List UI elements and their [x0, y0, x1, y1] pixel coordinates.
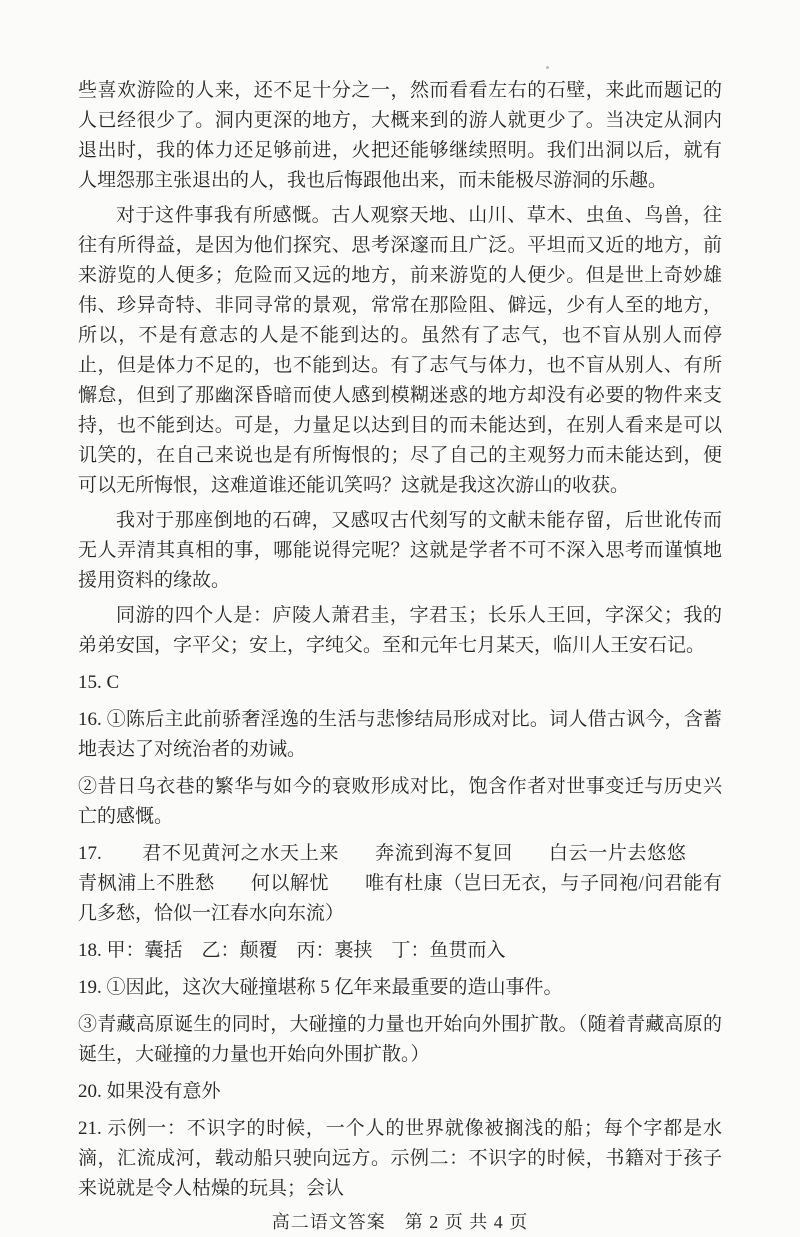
paragraph-translation-1: 些喜欢游险的人来，还不足十分之一，然而看看左右的石壁，来此而题记的人已经很少了。洞内更深的地方，大概来到的游人就更少了。当决定从洞内退出时，我的体力还足够前进，火把还能够继续照明。我们出洞以后，就有人埋怨那主张退出的人，我也后悔跟他出来，而未能极尽游洞的乐趣。 [78, 80, 722, 191]
answer-17-phrase-2: 奔流到海不复回 [375, 843, 513, 864]
answer-17-number: 17. [78, 843, 102, 864]
answer-17-phrase-5: 何以解忧 [250, 873, 329, 894]
answer-17-phrase-1: 君不见黄河之水天上来 [141, 843, 339, 864]
answer-17 [78, 839, 722, 929]
answer-17-phrase-6: 唯有杜康（岂曰无衣，与子同袍/问君能有几多愁，恰似一江春水向东流） [78, 873, 722, 924]
scan-artifact-dot [546, 66, 549, 69]
answer-21: 21. 示例一：不识字的时候，一个人的世界就像被搁浅的船；每个字都是水滴，汇流成河，载动船只驶向远方。示例二：不识字的时候，书籍对于孩子来说就是令人枯燥的玩具；会认 [78, 1118, 722, 1199]
answer-15: 15. C [78, 672, 120, 693]
answer-19-part1: 19. ①因此，这次大碰撞堪称 5 亿年来最重要的造山事件。 [78, 977, 563, 998]
paragraph-translation-4: 同游的四个人是：庐陵人萧君圭，字君玉；长乐人王回，字深父；我的弟弟安国，字平父；安上，字纯父。至和元年七月某天，临川人王安石记。 [78, 605, 722, 656]
page-footer: 高二语文答案 第 2 页 共 4 页 [271, 1212, 529, 1232]
answer-16-part2: ②昔日乌衣巷的繁华与如今的衰败形成对比，饱含作者对世事变迁与历史兴亡的感慨。 [78, 776, 722, 827]
paragraph-translation-2: 对于这件事我有所感慨。古人观察天地、山川、草木、虫鱼、鸟兽，往往有所得益，是因为他们探究、思考深邃而且广泛。平坦而又近的地方，前来游览的人便多；危险而又远的地方，前来游览的人便少。但是世上奇妙雄伟、珍异奇特、非同寻常的景观，常常在那险阻、僻远，少有人至的地方，所以，不是有意志的人是不能到达的。虽然有了志气，也不盲从别人而停止，但是体力不足的，也不能到达。有了志气与体力，也不盲从别人、有所懈怠，但到了那幽深昏暗而使人感到模糊迷惑的地方却没有必要的物件来支持，也不能到达。可是，力量足以达到目的而未能达到，在别人看来是可以讥笑的，在自己来说也是有所悔恨的；尽了自己的主观努力而未能达到，便可以无所悔恨，这难道谁还能讥笑吗？这就是我这次游山的收获。 [78, 205, 722, 496]
answer-19-part2: ③青藏高原诞生的同时，大碰撞的力量也开始向外围扩散。（随着青藏高原的诞生，大碰撞的力量也开始向外围扩散。） [78, 1014, 722, 1065]
paragraph-translation-3: 我对于那座倒地的石碑，又感叹古代刻写的文献未能存留，后世讹传而无人弄清其真相的事，哪能说得完呢？这就是学者不可不深入思考而谨慎地援用资料的缘故。 [78, 510, 722, 591]
answer-16-part1: 16. ①陈后主此前骄奢淫逸的生活与悲惨结局形成对比。词人借古讽今，含蓄地表达了对统治者的劝诫。 [78, 709, 722, 760]
answer-20: 20. 如果没有意外 [78, 1081, 221, 1102]
answer-17-phrase-3: 白云一片去悠悠 [548, 843, 686, 864]
answer-17-phrase-4: 青枫浦上不胜愁 [78, 873, 215, 894]
answer-18: 18. 甲：囊括 乙：颠覆 丙：裹挟 丁：鱼贯而入 [78, 940, 506, 961]
